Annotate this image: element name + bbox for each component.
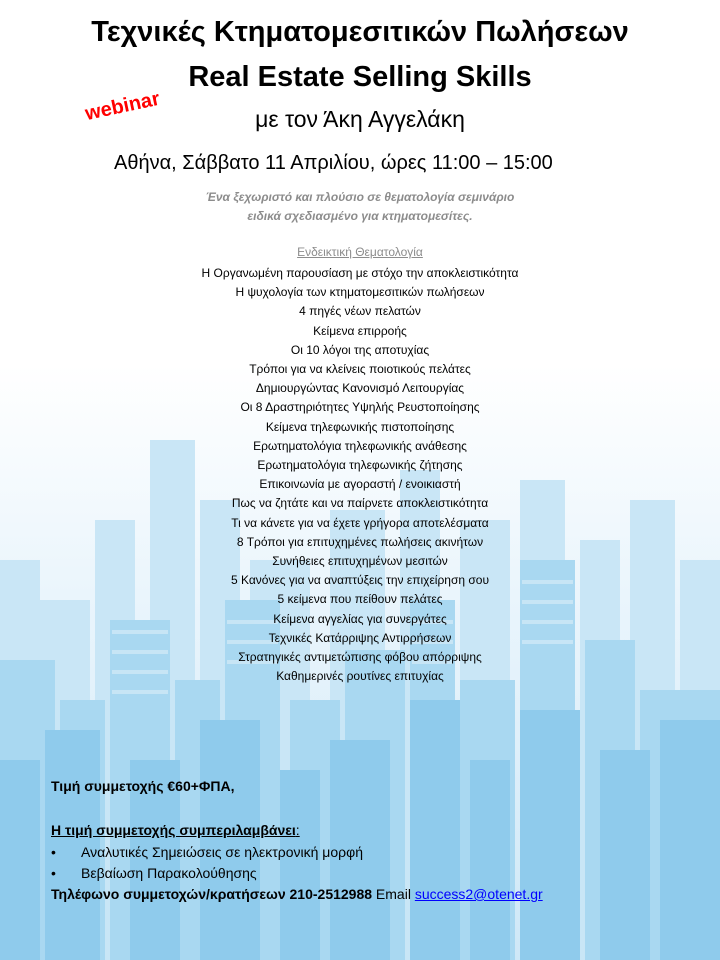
webinar-badge: webinar — [83, 87, 162, 126]
topic-item: Τεχνικές Κατάρριψης Αντιρρήσεων — [268, 630, 452, 645]
topic-item: Κείμενα τηλεφωνικής πιστοποίησης — [265, 419, 455, 434]
bullet-icon: • — [51, 865, 56, 881]
title-greek: Τεχνικές Κτηματομεσιτικών Πωλήσεων — [91, 16, 629, 48]
includes-colon: : — [295, 822, 300, 838]
includes-item-text: Βεβαίωση Παρακολούθησης — [81, 865, 257, 881]
date-time-line: Αθήνα, Σάββατο 11 Απριλίου, ώρες 11:00 – 15:00 — [114, 152, 553, 174]
includes-item — [51, 863, 543, 884]
title-english: Real Estate Selling Skills — [188, 61, 532, 93]
topic-item: Καθημερινές ρουτίνες επιτυχίας — [276, 669, 444, 684]
intro-line: Ένα ξεχωριστό και πλούσιο σε θεματολογία σεμινάριο — [205, 190, 515, 204]
topics-list — [0, 264, 720, 686]
email-label: Email — [372, 886, 415, 902]
topic-item: Κείμενα επιρροής — [313, 323, 407, 338]
includes-item-text: Αναλυτικές Σημειώσεις σε ηλεκτρονική μορφή — [81, 844, 363, 860]
topic-item: Πως να ζητάτε και να παίρνετε αποκλειστικότητα — [231, 496, 489, 511]
includes-heading-text: Η τιμή συμμετοχής συμπεριλαμβάνει — [51, 822, 296, 838]
intro-line: ειδικά σχεδιασμένο για κτηματομεσίτες. — [247, 209, 473, 223]
topic-item: 5 Κανόνες για να αναπτύξεις την επιχείρηση σου — [230, 573, 490, 588]
topic-item: Δημιουργώντας Κανονισμό Λειτουργίας — [255, 381, 465, 396]
topic-item: Επικοινωνία με αγοραστή / ενοικιαστή — [259, 477, 461, 492]
topic-item: Η ψυχολογία των κτηματομεσιτικών πωλήσεων — [235, 285, 485, 300]
topics-heading: Ενδεικτική Θεματολογία — [297, 245, 423, 259]
footer-info — [51, 778, 543, 902]
topic-item: Η Οργανωμένη παρουσίαση με στόχο την αποκλειστικότητα — [201, 266, 519, 280]
topic-item: 4 πηγές νέων πελατών — [299, 304, 421, 319]
price-line: Τιμή συμμετοχής €60+ΦΠΑ, — [51, 778, 235, 794]
phone-label: Τηλέφωνο συμμετοχών/κρατήσεων 210-2512988 — [51, 886, 373, 902]
includes-list — [51, 842, 543, 884]
includes-item — [51, 842, 543, 863]
intro-text — [0, 188, 720, 226]
topic-item: Ερωτηματολόγια τηλεφωνικής ανάθεσης — [253, 438, 467, 453]
presenter-subtitle: με τον Άκη Αγγελάκη — [255, 106, 465, 132]
topic-item: Ερωτηματολόγια τηλεφωνικής ζήτησης — [257, 458, 463, 473]
topic-item: Συνήθειες επιτυχημένων μεσιτών — [272, 554, 448, 569]
topic-item: 5 κείμενα που πείθουν πελάτες — [277, 592, 443, 607]
topic-item: Οι 8 Δραστηριότητες Υψηλής Ρευστοποίησης — [240, 400, 480, 415]
topic-item: Τι να κάνετε για να έχετε γρήγορα αποτελέσματα — [231, 515, 489, 530]
topic-item: Τρόποι για να κλείνεις ποιοτικούς πελάτες — [249, 362, 471, 377]
topic-item: Οι 10 λόγοι της αποτυχίας — [290, 342, 430, 357]
includes-heading — [51, 822, 543, 838]
topic-item: Στρατηγικές αντιμετώπισης φόβου απόρριψης — [238, 650, 482, 665]
email-link[interactable]: success2@otenet.gr — [414, 886, 543, 902]
topic-item: Κείμενα αγγελίας για συνεργάτες — [273, 611, 447, 626]
bullet-icon: • — [51, 844, 56, 860]
contact-line — [51, 886, 543, 902]
topic-item: 8 Τρόποι για επιτυχημένες πωλήσεις ακινήτων — [236, 534, 484, 549]
